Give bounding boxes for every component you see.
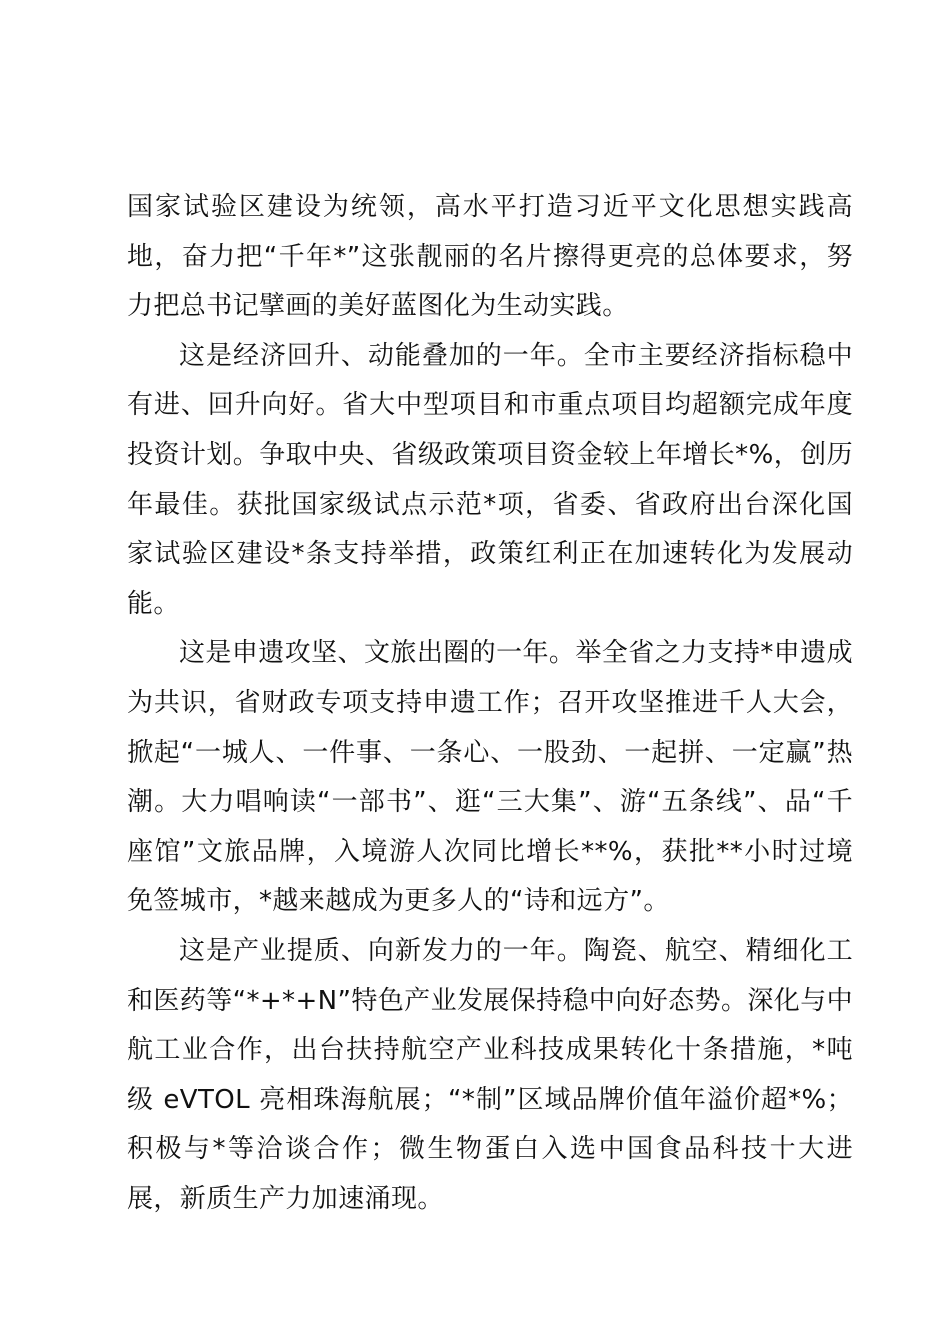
paragraph-heritage-tourism: 这是申遗攻坚、文旅出圈的一年。举全省之力支持*申遗成为共识，省财政专项支持申遗工作；召开攻坚推进千人大会，掀起“一城人、一件事、一条心、一股劲、一起拼、一定赢”热潮。大力唱响读“一部书”、逛“三大集”、游“五条线”、品“千座馆”文旅品牌，入境游人次同比增长**%，获批**小时过境免签城市，*越来越成为更多人的“诗和远方”。 — [127, 638, 853, 917]
paragraph-continuation: 国家试验区建设为统领，高水平打造习近平文化思想实践高地，奋力把“千年*”这张靓丽的名片擦得更亮的总体要求，努力把总书记擘画的美好蓝图化为生动实践。 — [127, 192, 853, 322]
paragraph-economy: 这是经济回升、动能叠加的一年。全市主要经济指标稳中有进、回升向好。省大中型项目和市重点项目均超额完成年度投资计划。争取中央、省级政策项目资金较上年增长*%，创历年最佳。获批国家级试点示范*项，省委、省政府出台深化国家试验区建设*条支持举措，政策红利正在加速转化为发展动能。 — [127, 340, 853, 619]
paragraph-industry: 这是产业提质、向新发力的一年。陶瓷、航空、精细化工和医药等“*+*+N”特色产业发展保持稳中向好态势。深化与中航工业合作，出台扶持航空产业科技成果转化十条措施，*吨级 eVTOL 亮相珠海航展；“*制”区域品牌价值年溢价超*%；积极与*等洽谈合作；微生物蛋白入选中国食品科技十大进展，新质生产力加速涌现。 — [127, 935, 853, 1214]
document-body — [127, 183, 853, 1224]
